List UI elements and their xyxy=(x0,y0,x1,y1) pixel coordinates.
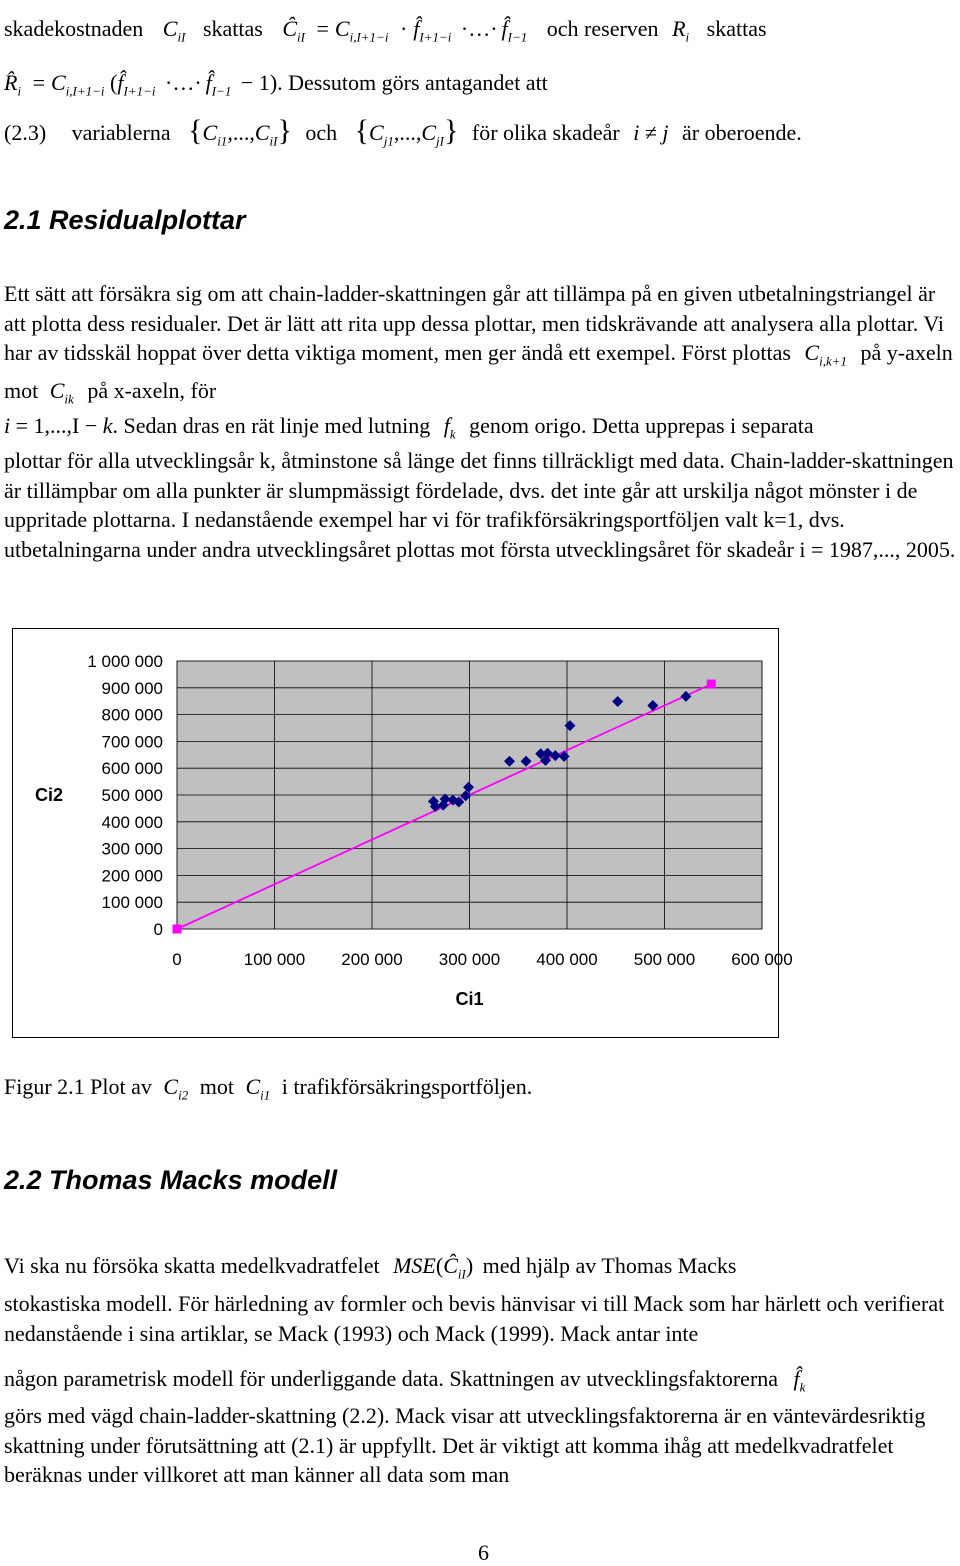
paragraph-mack-line2: stokastiska modell. För härledning av formler och bevis hänvisar vi till Mack som har härlett och verifierat nedanstående i sina artiklar, se Mack (1993) och Mack (1999). Mack antar inte xyxy=(4,1291,945,1346)
y-axis-label: Ci2 xyxy=(34,785,64,805)
top-line-3: (2.3) variablerna $\{C_{i1},...,C_{iI}\}$ och $\{C_{j1},...,C_{jI}\}$ för olika skadeår i ≠ j är oberoende. xyxy=(4,114,802,149)
top-line-2: $R̂_i = C_{i,I+1-i}$ ($f̂_{I+1-i}$ ·…· $f̂_{I-1} - 1$). Dessutom görs antagandet att xyxy=(4,70,548,99)
section-heading-2-2: 2.2 Thomas Macks modell xyxy=(4,1165,338,1195)
x-tick-label: 600 000 xyxy=(731,950,793,969)
y-tick-label: 1 000 000 xyxy=(87,652,163,671)
x-tick-label: 500 000 xyxy=(633,950,696,969)
scatter-chart xyxy=(13,629,793,1037)
page-number: 6 xyxy=(478,1540,489,1565)
x-tick-label: 400 000 xyxy=(536,950,598,969)
x-tick-label: 0 xyxy=(172,950,182,969)
y-tick-label: 900 000 xyxy=(101,678,163,698)
line-endpoint-marker xyxy=(707,680,716,689)
top-line-1: skadekostnaden $C_{iI}$ skattas $Ĉ_{iI} = C_{i,I+1-i}$ · $f̂_{I+1-i}$ ·…· $f̂_{I-1}$ och reserven $R_i$ skattas xyxy=(4,16,767,45)
line-endpoint-marker xyxy=(173,925,182,934)
x-axis-label: Ci1 xyxy=(455,989,484,1009)
paragraph-mack-line3: någon parametrisk modell för underliggande data. Skattningen av utvecklingsfaktorerna $f̂_k$ xyxy=(4,1366,806,1395)
y-tick-label: 600 000 xyxy=(101,759,163,779)
paragraph-residual-line2: i = 1,...,I − k. Sedan dras en rät linje med lutning $f_k$ genom origo. Detta upprepas i separata xyxy=(4,413,814,442)
y-tick-label: 800 000 xyxy=(101,705,163,725)
y-tick-label: 300 000 xyxy=(101,839,163,859)
paragraph-mack-line1: Vi ska nu försöka skatta medelkvadratfelet $MSE(Ĉ_{iI})$ med hjälp av Thomas Macks xyxy=(4,1253,737,1282)
y-tick-label: 700 000 xyxy=(101,732,163,752)
chart-frame xyxy=(12,628,793,1038)
x-tick-label: 200 000 xyxy=(341,950,403,969)
y-tick-label: 100 000 xyxy=(101,893,163,913)
figure-caption: Figur 2.1 Plot av $C_{i2}$ mot $C_{i1}$ i trafikförsäkringsportföljen. xyxy=(4,1074,533,1103)
y-tick-label: 200 000 xyxy=(101,866,163,886)
paragraph-residual-cont: plottar för alla utvecklingsår k, åtminstone så länge det finns tillräckligt med data. Chain-ladder-skattningen är tillämpbar om alla punkter är slumpmässigt fördelade, dvs. det inte går att urskilja något mönster i de uppritade plottarna. I nedanstående exempel har vi för trafikförsäkringsportföljen valt k=1, dvs. utbetalningarna under andra utvecklingsåret plottas mot första utvecklingsåret för skadeår i = 1987,..., 2005. xyxy=(4,448,956,562)
x-tick-label: 100 000 xyxy=(243,950,306,969)
section-heading-2-1: 2.1 Residualplottar xyxy=(4,205,246,235)
y-tick-label: 500 000 xyxy=(101,786,163,805)
paragraph-residual: Ett sätt att försäkra sig om att chain-ladder-skattningen går att tillämpa på en given utbetalningstriangel är att plotta dess residualer. Det är lätt att rita upp dessa plottar, men tidskrävande att analysera alla plottar. Vi har av tidsskäl hoppat över detta viktiga moment, men ger ändå ett exempel. Först plottas $C_{i,k+1}$ på y-axeln mot $C_{ik}$ på x-axeln, för xyxy=(4,281,953,407)
x-tick-label: 300 000 xyxy=(438,950,501,969)
y-tick-label: 0 xyxy=(153,920,163,939)
paragraph-mack-line4: görs med vägd chain-ladder-skattning (2.2). Mack visar att utvecklingsfaktorerna är en väntevärdesriktig skattning under förutsättning att (2.1) är uppfyllt. Det är viktigt att komma ihåg att medelkvadratfelet beräknas under villkoret att man känner all data som man xyxy=(4,1403,926,1487)
y-tick-label: 400 000 xyxy=(101,812,163,832)
